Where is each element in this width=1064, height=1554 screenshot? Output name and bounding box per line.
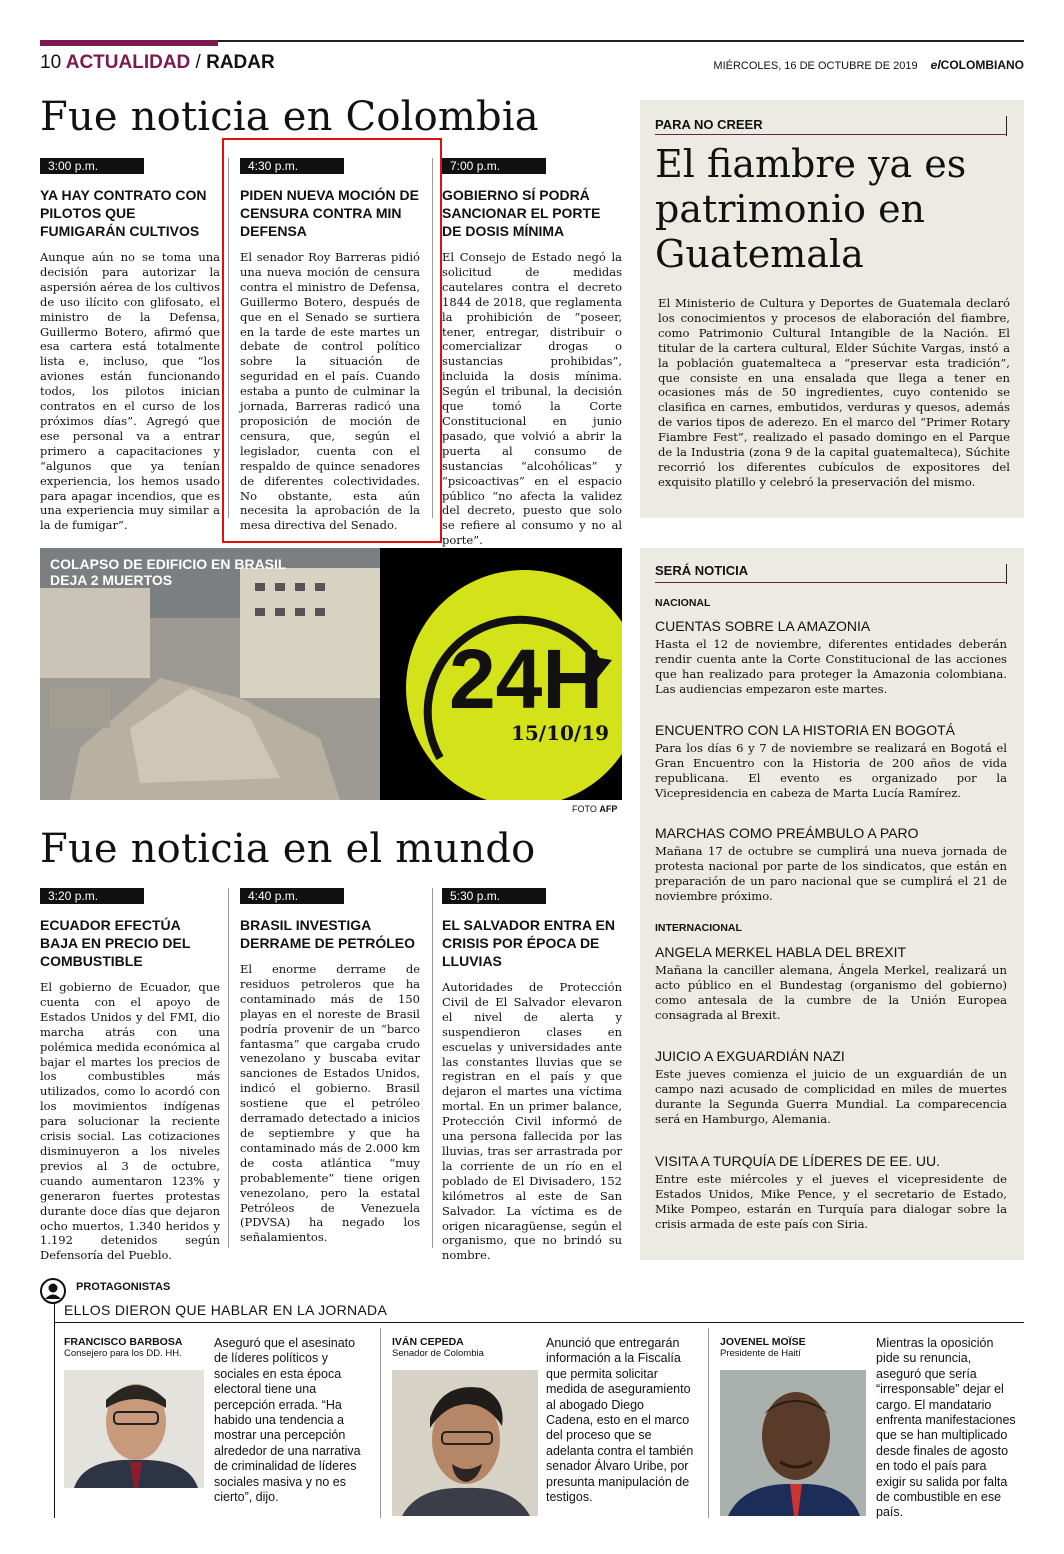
protagonist-photo: [64, 1370, 204, 1488]
story-time: 3:20 p.m.: [40, 888, 144, 904]
page-number: 10: [40, 52, 62, 73]
item-title: CUENTAS SOBRE LA AMAZONIA: [655, 618, 871, 634]
sera-item: [655, 1048, 1007, 1127]
item-title: JUICIO A EXGUARDIÁN NAZI: [655, 1048, 845, 1064]
protagonist-role: Senador de Colombia: [392, 1348, 484, 1359]
mundo-story-3: [442, 888, 622, 1263]
item-body: Entre este miércoles y el jueves el vicepresidente de Estados Unidos, Mike Pence, y el secretario de Estado, Mike Pompeo, estarán en Turquía para dialogar sobre la crisis armada de este país con Siria.: [655, 1172, 1007, 1231]
story-time: 7:00 p.m.: [442, 158, 546, 174]
story-headline: YA HAY CONTRATO CON PILOTOS QUE FUMIGARÁN CULTIVOS: [40, 187, 207, 239]
sera-item: [655, 722, 1007, 801]
protagonistas-hline: [54, 1322, 1024, 1323]
date-line: [713, 58, 1024, 72]
protagonist-card: [64, 1336, 374, 1516]
story-time: 4:30 p.m.: [240, 158, 344, 174]
credit-source: AFP: [599, 804, 618, 814]
box-rule-tick: [1006, 116, 1007, 136]
story-body: El Consejo de Estado negó la solicitud de medidas cautelares contra el decreto 1844 de 2018, que reglamenta la prohibición de “poseer, tener, entregar, distribuir o comercializar drogas o sustancias prohibidas”, incluida la dosis mínima. Según el tribunal, la decisión que tomó la Corte Constitucional en junio pasado, que volvió a abrir la puerta al consumo de sustancias “alcohólicas” y “psicoactivas” en el espacio público “no afecta la validez del decreto, puesto que solo se refiere al consumo y no al porte”.: [442, 250, 622, 548]
story-body: El senador Roy Barreras pidió una nueva moción de censura contra el ministro de Defensa, Guillermo Botero, después de que en el Senado se surtiera en la tarde de este martes un debate de control político sobre la situación de seguridad en el país. Cuando estaba a punto de culminar la jornada, Barreras radicó una proposición de moción de censura, que, según el legislador, cuenta con el respaldo de quince senadores de diferentes colectividades. No obstante, esta aún necesita la aprobación de la mesa directiva del Senado.: [240, 250, 420, 533]
protagonistas-label: PROTAGONISTAS: [76, 1281, 171, 1293]
story-body: Aunque aún no se toma una decisión para autorizar la aspersión aérea de los cultivos de uso ilícito con glifosato, el ministro de la Defensa, Guillermo Botero, afirmó que esa cartera está totalmente lista e, incluso, que “los aviones están funcionando todos, los pilotos inician contratos en el curso de los próximos días”. Agregó que ese personal va a entrar primero a capacitaciones y “algunos que ya tenían experiencia, los hemos usado para apagar incendios, que es una experiencia muy similar a la de fumigar”.: [40, 250, 220, 533]
mundo-story-1: [40, 888, 220, 1263]
credit-label: FOTO: [572, 804, 597, 814]
person-icon: [40, 1278, 66, 1304]
photo-caption: COLAPSO DE EDIFICIO EN BRASIL DEJA 2 MUERTOS: [50, 556, 287, 588]
sera-item: [655, 1153, 1007, 1232]
section-name: ACTUALIDAD: [65, 52, 191, 73]
colombia-story-3: [442, 158, 622, 548]
protagonistas-subtitle: ELLOS DIERON QUE HABLAR EN LA JORNADA: [64, 1302, 388, 1318]
box-rule: [655, 582, 1007, 583]
protagonist-name: IVÁN CEPEDA: [392, 1336, 464, 1348]
sera-item: [655, 618, 1007, 697]
item-title: MARCHAS COMO PREÁMBULO A PARO: [655, 825, 919, 841]
sera-noticia-label: SERÁ NOTICIA: [655, 563, 749, 578]
column-divider: [380, 1328, 381, 1518]
para-no-creer-box: [640, 100, 1024, 518]
item-body: Hasta el 12 de noviembre, diferentes entidades deberán rendir cuenta ante la Corte Constitucional de las acciones que han realizado para proteger la Amazonia colombiana. Las audiencias empezaron este martes.: [655, 637, 1007, 696]
protagonist-quote: Anunció que entregarán información a la Fiscalía que permita solicitar medida de aseguramiento al abogado Diego Cadena, esto en el marco del proceso que se adelanta contra el también senador Álvaro Uribe, por presunta manipulación de testigos.: [546, 1336, 694, 1505]
sera-item: [655, 825, 1007, 904]
internacional-label: INTERNACIONAL: [655, 922, 742, 934]
highlight-box: [222, 138, 442, 543]
para-no-creer-title: El fiambre ya es patrimonio en Guatemala: [655, 142, 967, 276]
story-headline: PIDEN NUEVA MOCIÓN DE CENSURA CONTRA MIN DEFENSA: [240, 187, 419, 239]
column-divider: [432, 888, 433, 1248]
story-body: El enorme derrame de residuos petroleros que ha contaminado más de 150 playas en el noreste de Brasil podría provenir de un “barco fantasma” que cargaba crudo venezolano y buscaba evitar sanciones de Estados Unidos, indicó el gobierno. Brasil sostiene que el petróleo derramado detectado a inicios de septiembre y que ha contaminado más de 2.000 km de costa atlántica “muy probablemente” tiene origen venezolano, pero la estatal Petróleos de Venezuela (PDVSA) ha negado los señalamientos.: [240, 962, 420, 1245]
protagonist-photo: [720, 1370, 866, 1516]
badge-date: 15/10/19: [510, 721, 610, 745]
story-time: 3:00 p.m.: [40, 158, 144, 174]
item-body: Mañana 17 de octubre se cumplirá una nueva jornada de protesta nacional por parte de los sindicatos, que están en preparación de un paro nacional que se cumplirá el 21 de noviembre próximo.: [655, 844, 1007, 903]
subsection-name: RADAR: [206, 52, 275, 73]
brand-prefix: el: [930, 58, 941, 72]
badge-text: 24H: [448, 632, 604, 726]
story-time: 5:30 p.m.: [442, 888, 546, 904]
item-title: VISITA A TURQUÍA DE LÍDERES DE EE. UU.: [655, 1153, 941, 1169]
protagonist-photo: [392, 1370, 538, 1516]
item-title: ENCUENTRO CON LA HISTORIA EN BOGOTÁ: [655, 722, 956, 738]
page-header: [40, 52, 275, 74]
issue-date: MIÉRCOLES, 16 DE OCTUBRE DE 2019: [713, 60, 918, 72]
item-body: Este jueves comienza el juicio de un exguardián de un campo nazi acusado de complicidad en miles de muertes durante la Segunda Guerra Mundial. La comparecencia será en Hamburgo, Alemania.: [655, 1067, 1007, 1126]
item-body: Para los días 6 y 7 de noviembre se realizará en Bogotá el Gran Encuentro con la Historia de 200 años de vida republicana. El evento es organizado por la Vicepresidencia en cabeza de Marta Lucía Ramírez.: [655, 741, 1007, 800]
story-headline: GOBIERNO SÍ PODRÁ SANCIONAR EL PORTE DE DOSIS MÍNIMA: [442, 187, 601, 239]
protagonist-role: Presidente de Haití: [720, 1348, 801, 1359]
colombia-story-1: [40, 158, 220, 533]
protagonist-card: [392, 1336, 702, 1516]
story-headline: BRASIL INVESTIGA DERRAME DE PETRÓLEO: [240, 917, 416, 951]
item-body: Mañana la canciller alemana, Ángela Merkel, realizará un acto público en el Bundestag (organismo del gobierno) como antesala de la cumbre de la Unión Europea consagrada al Brexit.: [655, 963, 1007, 1022]
story-body: El gobierno de Ecuador, que cuenta con el apoyo de Estados Unidos y del FMI, dio marcha atrás con una polémica medida económica al bajar el martes los precios de los combustibles más utilizados, como lo acordó con los movimientos indígenas para solucionar la reciente crisis social. Las cotizaciones disminuyeron a los niveles previos al 3 de octubre, cuando aumentaron 123% y generaron fuertes protestas durante doce días que dejaron ocho muertos, 1.340 heridos y 1.192 detenidos según Defensoría del Pueblo.: [40, 980, 220, 1263]
protagonist-quote: Mientras la oposición pide su renuncia, aseguró que sería “irresponsable” dejar el cargo. El mandatario enfrenta manifestaciones que se han multiplicado desde finales de agosto en todo el país para exigir su salida por falta de combustible en ese país.: [876, 1336, 1016, 1520]
brand-name: COLOMBIANO: [940, 58, 1024, 72]
box-rule-tick: [1006, 564, 1007, 584]
mundo-section-title: Fue noticia en el mundo: [40, 826, 536, 872]
sera-noticia-box: [640, 548, 1024, 1260]
item-title: ANGELA MERKEL HABLA DEL BREXIT: [655, 944, 907, 960]
protagonistas-vline: [54, 1304, 55, 1518]
box-rule: [655, 134, 1007, 135]
news-photo: [40, 548, 622, 800]
colombia-section-title: Fue noticia en Colombia: [40, 94, 539, 140]
story-time: 4:40 p.m.: [240, 888, 344, 904]
header-separator: /: [195, 52, 201, 73]
story-headline: EL SALVADOR ENTRA EN CRISIS POR ÉPOCA DE LLUVIAS: [442, 917, 615, 969]
protagonistas-section: [40, 1278, 1024, 1524]
story-headline: ECUADOR EFECTÚA BAJA EN PRECIO DEL COMBUSTIBLE: [40, 917, 191, 969]
protagonist-quote: Aseguró que el asesinato de líderes políticos y sociales en esta época electoral tiene una percepción errada. “Ha habido una tendencia a mostrar una percepción alrededor de una narrativa de criminalidad de líderes sociales masiva y no es cierto”, dijo.: [214, 1336, 361, 1505]
column-divider: [228, 888, 229, 1248]
sera-item: [655, 944, 1007, 1023]
protagonist-name: FRANCISCO BARBOSA: [64, 1336, 183, 1348]
photo-credit: [572, 804, 617, 814]
column-divider: [708, 1328, 709, 1518]
protagonist-role: Consejero para los DD. HH.: [64, 1348, 182, 1359]
protagonist-card: [720, 1336, 1024, 1520]
masthead-brand: [931, 58, 1024, 72]
para-no-creer-label: PARA NO CREER: [655, 117, 763, 132]
para-no-creer-body: El Ministerio de Cultura y Deportes de Guatemala declaró los conocimientos y procesos de elaboración del fiambre, como Patrimonio Cultural Intangible de la Nación. El titular de la cartera cultural, Elder Súchite Vargas, instó a la población guatemalteca a “preservar esta tradición”, que consiste en una ensalada que llega a tener en ocasiones más de 50 ingredientes, cuyo contenido se clasifica en carnes, embutidos, verduras y quesos, además de varios tipos de aderezo. En el marco del “Primer Rotary Fiambre Fest”, realizado el pasado domingo en el Parque de la Industria (zona 9 de la capital guatemalteca), Súchite recorrió los diferentes cubículos de expositores del exquisito platillo y celebró la preservación del mismo.: [658, 296, 1010, 489]
story-body: Autoridades de Protección Civil de El Salvador elevaron el nivel de alerta y suspendieron clases en escuelas y universidades ante las constantes lluvias que se registran en el país y que dejaron el martes una víctima mortal. En un primer balance, Protección Civil informó de una persona fallecida por las lluvias, tras ser arrastrada por la corriente de un río en el poblado de El Divisadero, 152 kilómetros al este de San Salvador. La víctima es de origen nicaragüense, según el organismo, que no brindó su nombre.: [442, 980, 622, 1263]
mundo-story-2: [240, 888, 420, 1245]
nacional-label: NACIONAL: [655, 597, 711, 609]
protagonist-name: JOVENEL MOÏSE: [720, 1336, 806, 1348]
section-accent-bar: [40, 40, 218, 46]
